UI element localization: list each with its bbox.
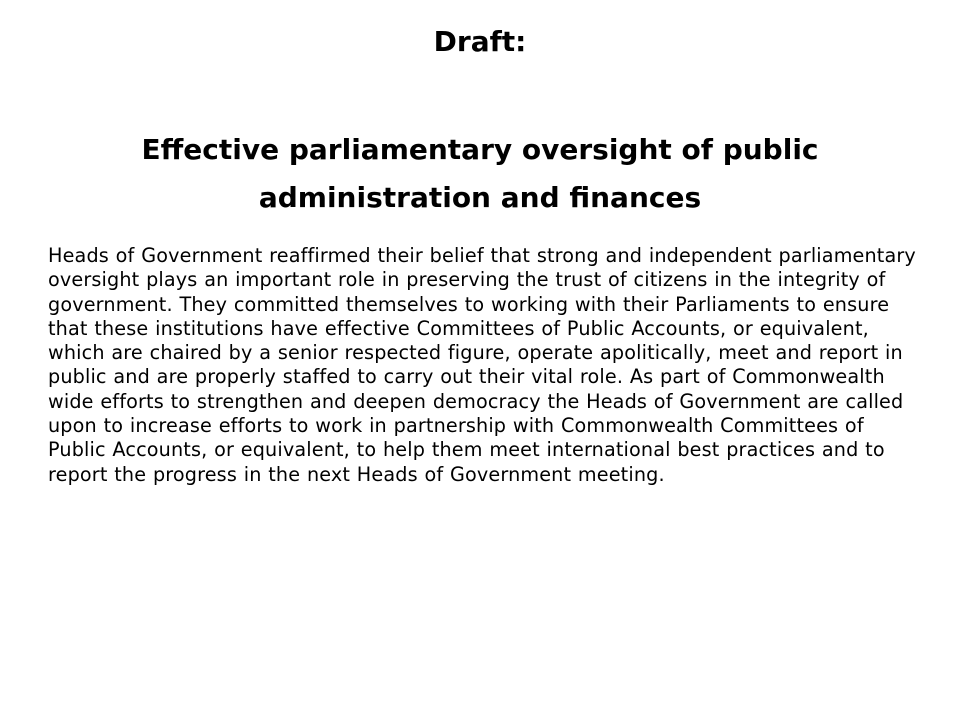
draft-label: Draft: [433, 25, 527, 58]
body-paragraph: Heads of Government reaffirmed their belief that strong and independent parliamentary oversight plays an important role in preserving the trust of citizens in the integrity of government. They committed themselves to working with their Parliaments to ensure that these institutions have effective Committees of Public Accounts, or equivalent, which are chaired by a senior respected figure, operate apolitically, meet and report in public and are properly staffed to carry out their vital role. As part of Commonwealth wide efforts to strengthen and deepen democracy the Heads of Government are called upon to increase efforts to work in partnership with Commonwealth Committees of Public Accounts, or equivalent, to help them meet international best practices and to report the progress in the next Heads of Government meeting. [48, 244, 916, 486]
slide-title: Effective parliamentary oversight of public administration and finances [141, 133, 819, 214]
